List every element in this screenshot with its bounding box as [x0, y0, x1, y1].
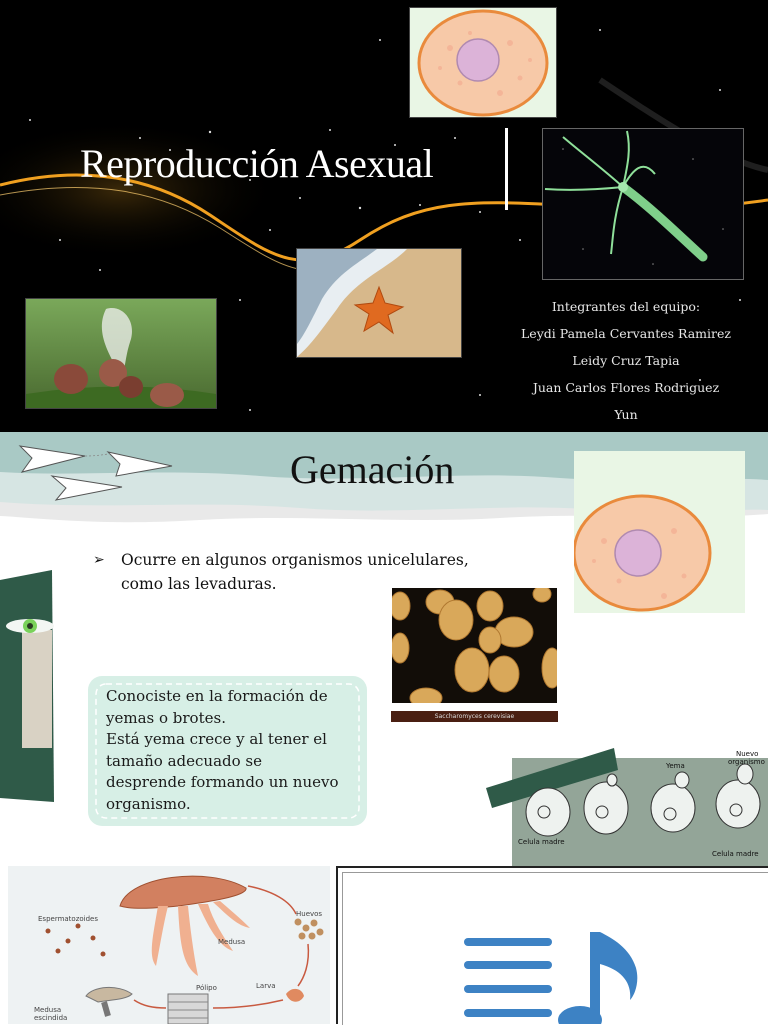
- label-larva: Larva: [256, 982, 276, 990]
- budding-diagram: [486, 748, 768, 868]
- label-celula-madre: Celula madre: [518, 838, 565, 846]
- puffball-fungus-image: [25, 298, 217, 409]
- note-line: organismo.: [106, 794, 191, 813]
- team-heading: Integrantes del equipo:: [551, 299, 701, 314]
- starfish-image: [296, 248, 462, 358]
- note-line: desprende formando un nuevo: [106, 773, 339, 792]
- bullet-text: Ocurre en algunos organismos unicelulares, como las levaduras.: [121, 551, 469, 593]
- note-line: tamaño adecuado se: [106, 751, 262, 770]
- label-nuevo: Nuevo: [736, 750, 759, 758]
- yeast-image: [392, 588, 557, 703]
- cell-image: [409, 7, 557, 118]
- label-organismo: organismo: [728, 758, 765, 766]
- title-divider: [505, 128, 508, 210]
- music-playlist-icon[interactable]: [462, 928, 642, 1024]
- jellyfish-life-cycle-diagram: [8, 866, 330, 1024]
- label-yema: Yema: [666, 762, 685, 770]
- slide-title: Reproducción Asexual: [80, 141, 434, 186]
- flower-icon: [6, 619, 54, 633]
- label-medusa: Medusa: [218, 938, 246, 946]
- label-celula-madre: Celula madre: [712, 850, 759, 858]
- team-member: Juan Carlos Flores Rodriguez: [532, 380, 720, 395]
- yeast-caption: Saccharomyces cerevisiae: [391, 711, 558, 722]
- bullet-arrow-icon: ➢: [93, 552, 105, 568]
- note-line: yemas o brotes.: [106, 708, 226, 727]
- note-line: Conociste en la formación de: [106, 687, 328, 705]
- team-member: Leidy Cruz Tapia: [572, 353, 680, 368]
- cell-image: [574, 451, 745, 613]
- label-medusa-escindida: escindida: [34, 1014, 68, 1022]
- label-medusa-escindida: Medusa: [34, 1006, 62, 1014]
- hydra-image: [542, 128, 744, 280]
- team-members: [520, 293, 732, 428]
- team-member: Yun: [614, 407, 638, 422]
- slide-title: Gemación: [290, 447, 455, 492]
- gemacion-slide: [0, 432, 768, 868]
- label-huevos: Huevos: [296, 910, 323, 918]
- label-polipo: Pólipo: [196, 984, 217, 992]
- note-text: [106, 686, 356, 816]
- label-espermatozoides: Espermatozoides: [38, 915, 99, 923]
- decorative-green-strip: [0, 570, 54, 802]
- note-line: Está yema crece y al tener el: [106, 730, 327, 749]
- title-slide: [0, 0, 768, 432]
- team-member: Leydi Pamela Cervantes Ramirez: [521, 326, 731, 341]
